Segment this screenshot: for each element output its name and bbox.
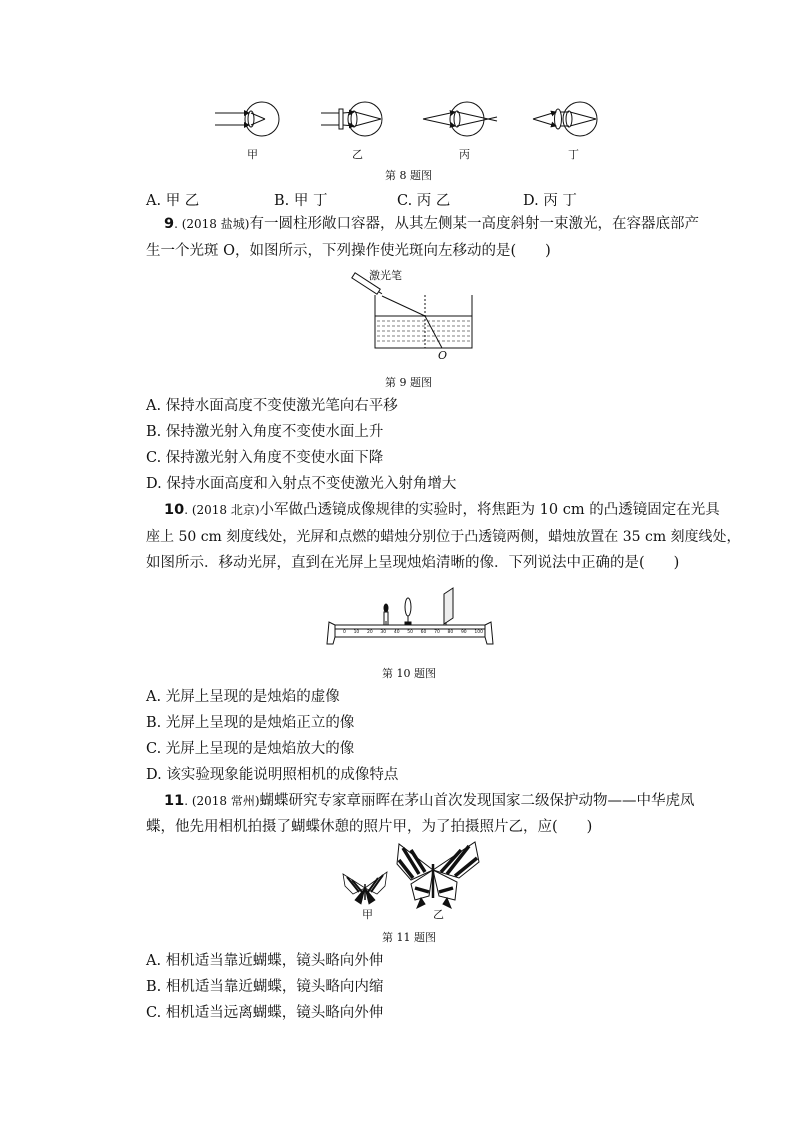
tick-70: 70	[434, 630, 440, 635]
q9-number: 9	[164, 216, 175, 232]
q8-eye-diagrams	[205, 95, 615, 145]
q10-stem-line1	[164, 500, 720, 520]
butterfly-small	[343, 872, 387, 904]
q10-option-a: A. 光屏上呈现的是烛焰的虚像	[146, 689, 340, 705]
q10-source: . (2018 北京)	[184, 503, 260, 517]
eye-jia	[215, 102, 279, 136]
q11-caption: 第 11 题图	[382, 931, 436, 944]
q11-option-a: A. 相机适当靠近蝴蝶，镜头略向外伸	[146, 953, 384, 969]
q10-option-b: B. 光屏上呈现的是烛焰正立的像	[146, 715, 355, 731]
q9-stem-line2: 生一个光斑 O，如图所示，下列操作使光斑向左移动的是( )	[146, 243, 551, 259]
spot-o-label: O	[438, 349, 448, 362]
tick-100: 100	[474, 630, 483, 635]
eye-label-bing: 丙	[459, 148, 470, 161]
q11-stem-line2: 蝶，他先用相机拍摄了蝴蝶休憩的照片甲，为了拍摄照片乙，应( )	[146, 819, 593, 835]
eye-ding	[533, 102, 597, 136]
q9-option-b: B. 保持激光射入角度不变使水面上升	[146, 424, 384, 440]
photo-label-yi: 乙	[433, 908, 444, 921]
q8-caption: 第 8 题图	[385, 169, 432, 182]
q9-option-c: C. 保持激光射入角度不变使水面下降	[146, 450, 384, 466]
q10-caption: 第 10 题图	[382, 667, 436, 680]
eye-label-jia: 甲	[247, 148, 258, 161]
photo-label-jia: 甲	[362, 908, 373, 921]
q9-option-a: A. 保持水面高度不变使激光笔向右平移	[146, 398, 398, 414]
q11-option-c: C. 相机适当远离蝴蝶，镜头略向外伸	[146, 1005, 384, 1021]
q9-text1: 有一圆柱形敞口容器，从其左侧某一高度斜射一束激光，在容器底部产	[249, 216, 699, 232]
tick-90: 90	[460, 630, 467, 635]
eye-label-yi: 乙	[352, 148, 363, 161]
tick-20: 20	[366, 630, 373, 635]
laser-pen-label: 激光笔	[369, 269, 402, 282]
eye-bing	[423, 102, 497, 136]
eye-yi	[321, 102, 382, 136]
tick-60: 60	[420, 630, 427, 635]
q11-text1: 蝴蝶研究专家章丽晖在茅山首次发现国家二级保护动物——中华虎凤	[259, 793, 695, 809]
q11-stem-line1	[164, 791, 695, 811]
q11-number: 11	[164, 793, 185, 809]
q10-text1: 小军做凸透镜成像规律的实验时，将焦距为 10 cm 的凸透镜固定在光具	[259, 502, 720, 518]
q9-stem-line1	[164, 214, 699, 234]
q11-source: . (2018 常州)	[184, 794, 260, 808]
tick-50: 50	[407, 630, 413, 635]
tick-80: 80	[447, 630, 454, 635]
q11-option-b: B. 相机适当靠近蝴蝶，镜头略向内缩	[146, 979, 384, 995]
q9-source: . (2018 盐城)	[174, 217, 250, 231]
tick-40: 40	[393, 630, 400, 635]
tick-10: 10	[353, 630, 360, 635]
q11-butterfly-photos	[335, 840, 485, 910]
q8-option-d: D. 丙 丁	[523, 193, 577, 209]
q9-caption: 第 9 题图	[385, 376, 432, 389]
scale-ticks	[343, 630, 483, 635]
tick-30: 30	[380, 630, 387, 635]
q8-option-c: C. 丙 乙	[397, 193, 451, 209]
q10-stem-line3: 如图所示．移动光屏，直到在光屏上呈现烛焰清晰的像．下列说法中正确的是( )	[146, 555, 680, 571]
eye-label-ding: 丁	[568, 148, 579, 161]
tick-0: 0	[343, 630, 346, 635]
q10-option-d: D. 该实验现象能说明照相机的成像特点	[146, 767, 399, 783]
q10-option-c: C. 光屏上呈现的是烛焰放大的像	[146, 741, 355, 757]
butterfly-large	[397, 842, 479, 908]
q10-optical-bench	[325, 582, 495, 652]
q10-number: 10	[164, 502, 185, 518]
q8-option-a: A. 甲 乙	[146, 193, 200, 209]
q8-option-b: B. 甲 丁	[274, 193, 328, 209]
q9-container-diagram	[340, 268, 480, 358]
q9-option-d: D. 保持水面高度和入射点不变使激光入射角增大	[146, 476, 457, 492]
q10-stem-line2: 座上 50 cm 刻度线处，光屏和点燃的蜡烛分别位于凸透镜两侧，蜡烛放置在 35 cm 刻度线处，	[146, 529, 741, 545]
